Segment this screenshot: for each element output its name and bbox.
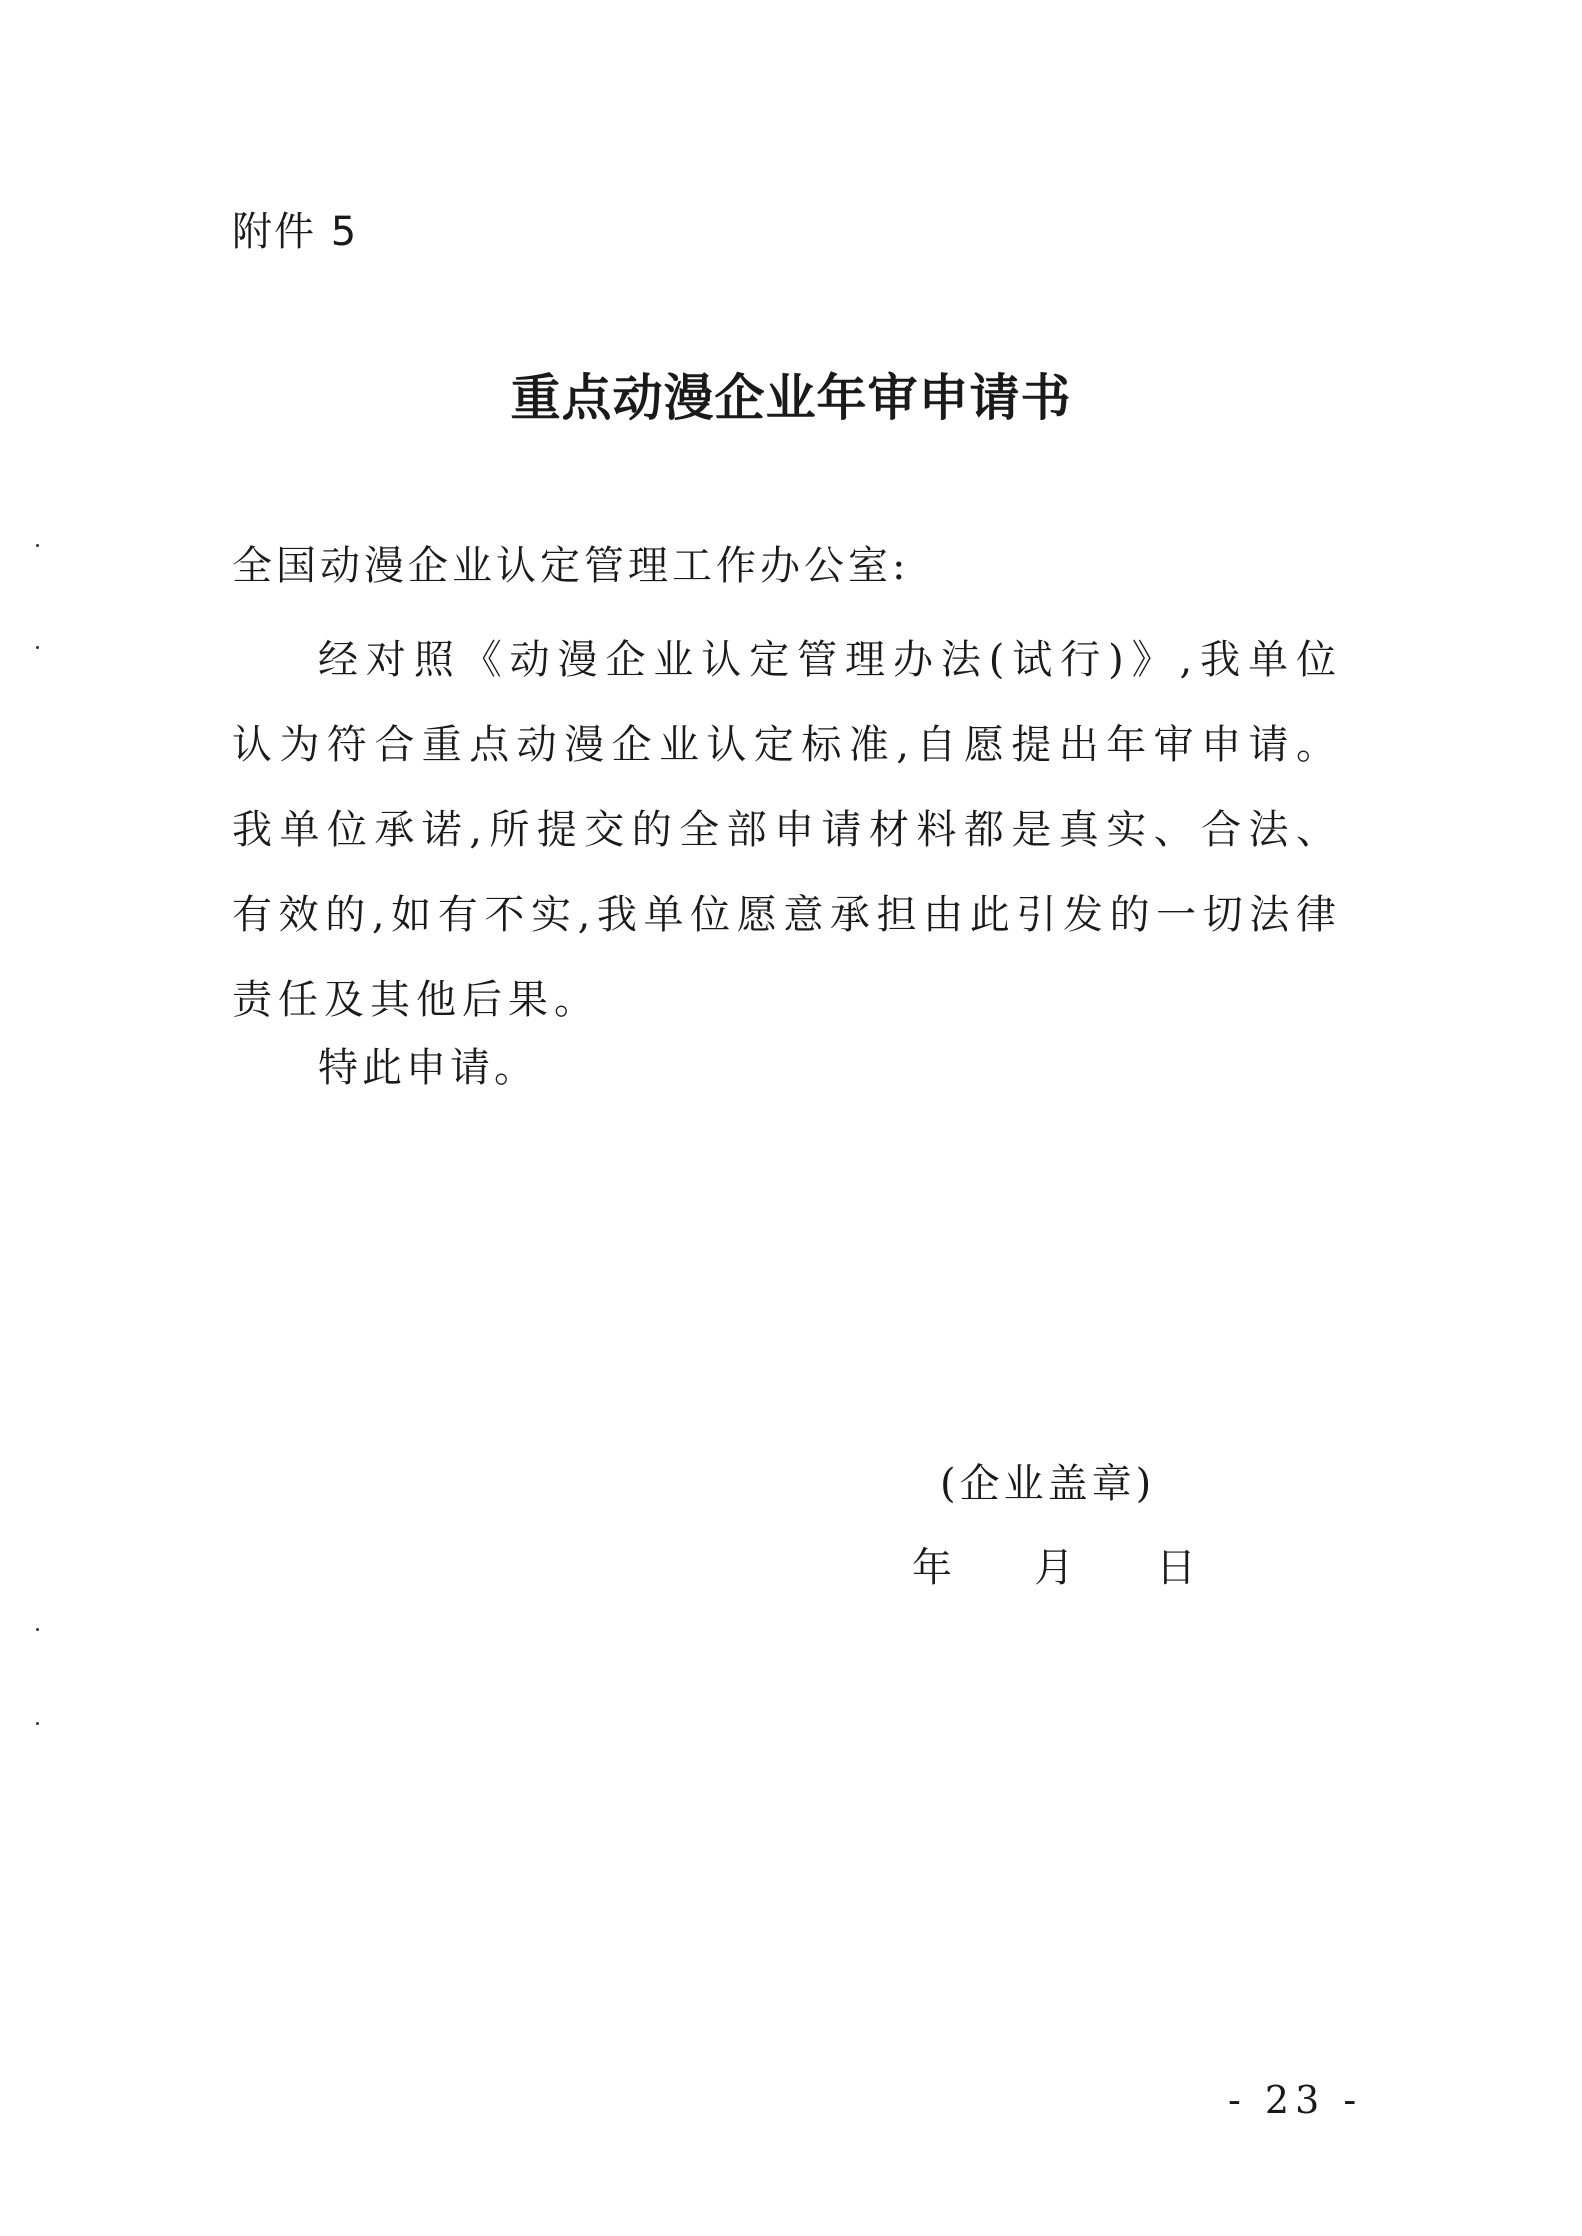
date-month-label: 月 xyxy=(1034,1545,1074,1591)
attachment-label: 附件 5 xyxy=(232,209,359,255)
scan-speck xyxy=(36,646,39,649)
date-year-label: 年 xyxy=(912,1545,952,1591)
scan-speck xyxy=(36,544,39,547)
date-day-label: 日 xyxy=(1156,1545,1196,1591)
company-seal-line: (企业盖章) xyxy=(940,1461,1156,1507)
document-title: 重点动漫企业年审申请书 xyxy=(510,369,1072,427)
salutation: 全国动漫企业认定管理工作办公室: xyxy=(232,543,910,589)
scan-speck xyxy=(36,1628,39,1631)
closing-line: 特此申请。 xyxy=(318,1045,538,1091)
page-number: - 23 - xyxy=(1228,2078,1363,2122)
date-line xyxy=(912,1536,1196,1593)
body-paragraph: 经对照《动漫企业认定管理办法(试行)》,我单位认为符合重点动漫企业认定标准,自愿提出年审申请。我单位承诺,所提交的全部申请材料都是真实、合法、有效的,如有不实,我单位愿意承担由此引发的一切法律责任及其他后果。 xyxy=(232,637,1342,1023)
scan-speck xyxy=(36,1722,39,1725)
